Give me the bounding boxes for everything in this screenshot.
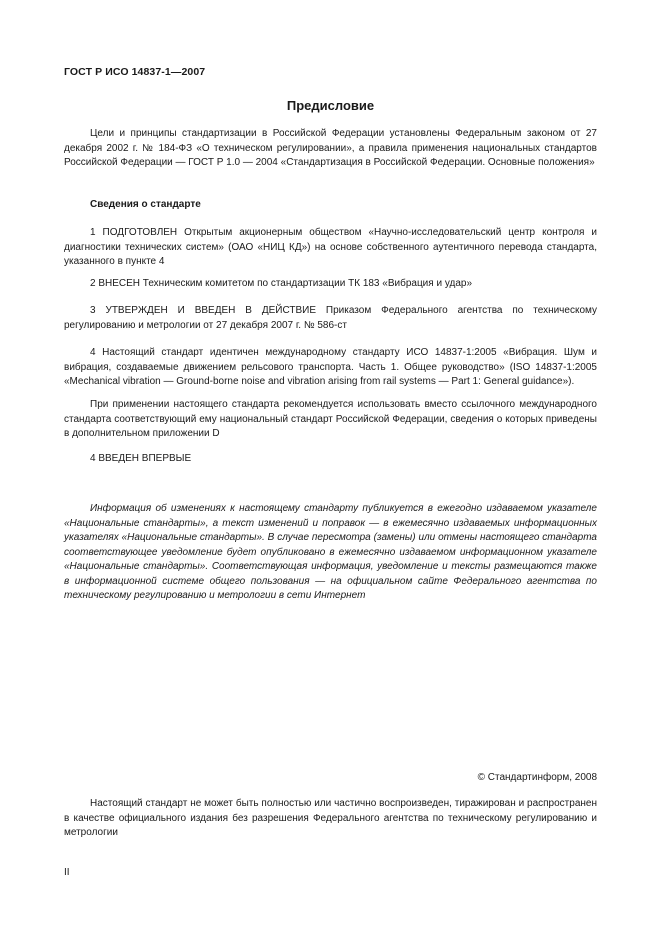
page-title: Предисловие xyxy=(286,98,375,113)
section-heading: Сведения о стандарте xyxy=(90,199,201,210)
item-approved: 3 УТВЕРЖДЕН И ВВЕДЕН В ДЕЙСТВИЕ Приказом Федерального агентства по техническому регулированию и метрологии от 27 декабря 2007 г. № 586-ст xyxy=(64,305,597,331)
item-identical: 4 Настоящий стандарт идентичен международному стандарту ИСО 14837-1:2005 «Вибрация. Шум и вибрация, создаваемые движением рельсового транспорта. Часть 1. Общее руководство» (ISO 14837-1:2005 «Mechanical vibration — Ground-borne noise and vibration arising from rail systems — Part 1: General guidance»). xyxy=(64,347,597,387)
item-submitted: 2 ВНЕСЕН Техническим комитетом по стандартизации ТК 183 «Вибрация и удар» xyxy=(90,278,473,289)
page-number: II xyxy=(64,867,70,878)
item-prepared: 1 ПОДГОТОВЛЕН Открытым акционерным обществом «Научно-исследовательский центр контроля и диагностики технических систем» (ОАО «НИЦ КД») на основе собственного аутентичного перевода стандарта, указанного в пункте 4 xyxy=(64,227,597,267)
reproduction-notice: Настоящий стандарт не может быть полностью или частично воспроизведен, тиражирован и распространен в качестве официального издания без разрешения Федерального агентства по техническому регулированию и метрологии xyxy=(64,798,597,838)
item-application-note: При применении настоящего стандарта рекомендуется использовать вместо ссылочного международного стандарта соответствующий ему национальный стандарт Российской Федерации, сведения о которых приведены в дополнительном приложении D xyxy=(64,399,597,439)
changes-notice: Информация об изменениях к настоящему стандарту публикуется в ежегодно издаваемом указателе «Национальные стандарты», а текст изменений и поправок — в ежемесячно издаваемых информационных указателях «Национальные стандарты». В случае пересмотра (замены) или отмены настоящего стандарта соответствующее уведомление будет опубликовано в ежемесячно издаваемом информационном указателе «Национальные стандарты». Соответствующая информация, уведомление и тексты размещаются также в информационной системе общего пользования — на официальном сайте Федерального агентства по техническому регулированию и метрологии в сети Интернет xyxy=(64,503,597,601)
standard-code: ГОСТ Р ИСО 14837-1—2007 xyxy=(64,66,206,78)
item-introduced: 4 ВВЕДЕН ВПЕРВЫЕ xyxy=(90,453,192,464)
intro-paragraph: Цели и принципы стандартизации в Российской Федерации установлены Федеральным законом от 27 декабря 2002 г. № 184-ФЗ «О техническом регулировании», а правила применения национальных стандартов Российской Федерации — ГОСТ Р 1.0 — 2004 «Стандартизация в Российской Федерации. Основные положения» xyxy=(64,128,597,168)
copyright: © Стандартинформ, 2008 xyxy=(477,772,597,783)
